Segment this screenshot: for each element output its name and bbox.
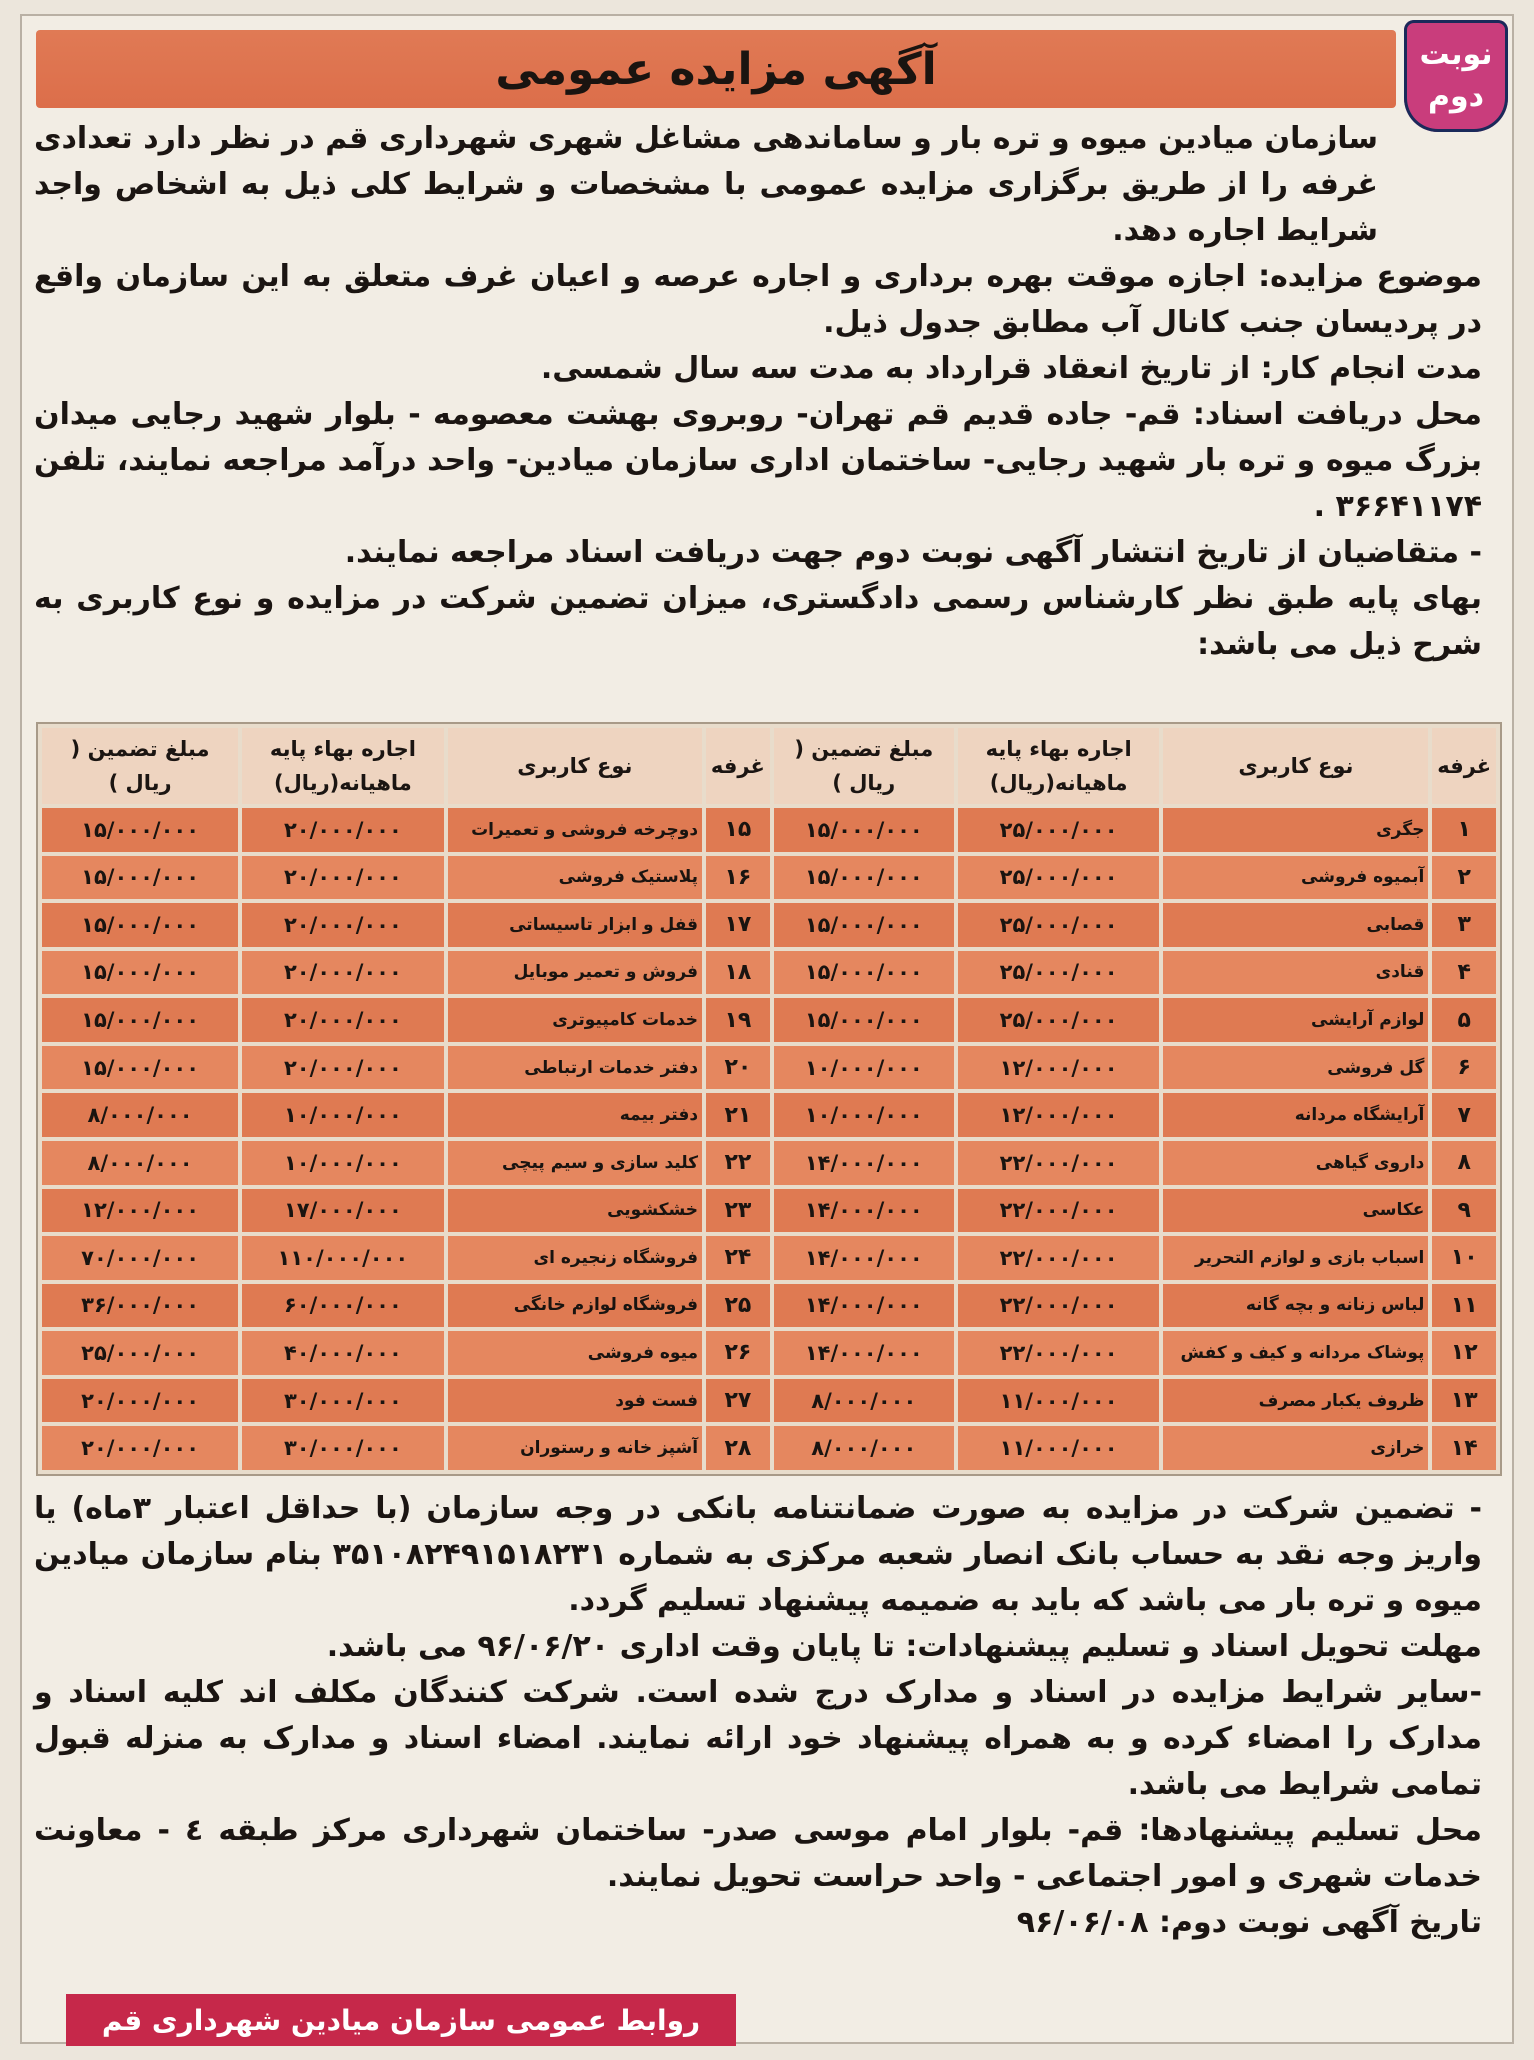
- intro-paragraph-1: سازمان میادین میوه و تره بار و ساماندهی مشاغل شهری شهرداری قم در نظر دارد تعدادی غرفه را از طریق برگزاری مزایده عمومی با مشخصات و شرایط کلی ذیل به اشخاص واجد شرایط اجاره دهد.: [34, 121, 1378, 248]
- deposit-amount: ۸/۰۰۰/۰۰۰: [774, 1379, 954, 1423]
- header-rent: اجاره بهاء پایه ماهیانه(ریال): [242, 728, 443, 804]
- table-row: [42, 1093, 1496, 1137]
- booth-number: ۱۴: [1432, 1426, 1496, 1470]
- footer-band: [66, 1994, 736, 2046]
- deposit-amount: ۲۵/۰۰۰/۰۰۰: [42, 1331, 238, 1375]
- base-rent: ۲۰/۰۰۰/۰۰۰: [242, 808, 443, 852]
- table-row: [42, 1189, 1496, 1233]
- base-rent: ۲۲/۰۰۰/۰۰۰: [958, 1236, 1159, 1280]
- deposit-amount: ۱۵/۰۰۰/۰۰۰: [774, 903, 954, 947]
- base-rent: ۲۲/۰۰۰/۰۰۰: [958, 1331, 1159, 1375]
- booth-number: ۲۲: [706, 1141, 770, 1185]
- usage-type: دفتر خدمات ارتباطی: [448, 1046, 702, 1090]
- usage-type: لباس زنانه و بچه گانه: [1163, 1284, 1428, 1328]
- booth-number: ۱۳: [1432, 1379, 1496, 1423]
- table-row: [42, 1379, 1496, 1423]
- table-row: [42, 808, 1496, 852]
- deposit-amount: ۱۵/۰۰۰/۰۰۰: [42, 951, 238, 995]
- usage-type: فروش و تعمیر موبایل: [448, 951, 702, 995]
- page-title: آگهی مزایده عمومی: [495, 43, 937, 95]
- booth-number: ۱۷: [706, 903, 770, 947]
- base-rent: ۲۵/۰۰۰/۰۰۰: [958, 951, 1159, 995]
- booth-number: ۲۰: [706, 1046, 770, 1090]
- usage-type: ظروف یکبار مصرف: [1163, 1379, 1428, 1423]
- deposit-amount: ۳۶/۰۰۰/۰۰۰: [42, 1284, 238, 1328]
- title-band: [36, 30, 1396, 108]
- deposit-amount: ۲۰/۰۰۰/۰۰۰: [42, 1426, 238, 1470]
- booth-number: ۱: [1432, 808, 1496, 852]
- usage-type: خرازی: [1163, 1426, 1428, 1470]
- usage-type: آرایشگاه مردانه: [1163, 1093, 1428, 1137]
- usage-type: میوه فروشی: [448, 1331, 702, 1375]
- conditions-text: [34, 1486, 1482, 1946]
- usage-type: خشکشویی: [448, 1189, 702, 1233]
- auction-subject: موضوع مزایده: اجازه موقت بهره برداری و اجاره عرصه و اعیان غرف متعلق به این سازمان واقع در پردیسان جنب کانال آب مطابق جدول ذیل.: [34, 259, 1482, 340]
- base-rent: ۲۵/۰۰۰/۰۰۰: [958, 808, 1159, 852]
- deposit-amount: ۱۵/۰۰۰/۰۰۰: [42, 903, 238, 947]
- base-rent: ۴۰/۰۰۰/۰۰۰: [242, 1331, 443, 1375]
- base-rent: ۲۰/۰۰۰/۰۰۰: [242, 998, 443, 1042]
- base-rent: ۲۰/۰۰۰/۰۰۰: [242, 903, 443, 947]
- booth-number: ۲۸: [706, 1426, 770, 1470]
- usage-type: قنادی: [1163, 951, 1428, 995]
- advertisement-page: [20, 14, 1514, 2044]
- deposit-amount: ۸/۰۰۰/۰۰۰: [42, 1141, 238, 1185]
- base-rent: ۲۲/۰۰۰/۰۰۰: [958, 1141, 1159, 1185]
- submission-deadline: مهلت تحویل اسناد و تسلیم پیشنهادات: تا پایان وقت اداری ۹۶/۰۶/۲۰ می باشد.: [326, 1629, 1482, 1664]
- booth-number: ۱۱: [1432, 1284, 1496, 1328]
- base-rent: ۲۰/۰۰۰/۰۰۰: [242, 1046, 443, 1090]
- booth-number: ۱۲: [1432, 1331, 1496, 1375]
- base-rent: ۲۲/۰۰۰/۰۰۰: [958, 1189, 1159, 1233]
- base-rent: ۲۰/۰۰۰/۰۰۰: [242, 856, 443, 900]
- deposit-amount: ۸/۰۰۰/۰۰۰: [42, 1093, 238, 1137]
- base-rent: ۱۰/۰۰۰/۰۰۰: [242, 1093, 443, 1137]
- table-row: [42, 1046, 1496, 1090]
- booth-number: ۱۰: [1432, 1236, 1496, 1280]
- booth-number: ۱۶: [706, 856, 770, 900]
- booth-number: ۹: [1432, 1189, 1496, 1233]
- footer-label: روابط عمومی سازمان میادین شهرداری قم: [101, 2003, 701, 2037]
- badge-line-2: دوم: [1427, 79, 1485, 114]
- booth-number: ۲: [1432, 856, 1496, 900]
- table-header-row: [42, 728, 1496, 804]
- base-rent: ۲۵/۰۰۰/۰۰۰: [958, 856, 1159, 900]
- header-usage: نوع کاربری: [448, 728, 702, 804]
- deposit-amount: ۱۴/۰۰۰/۰۰۰: [774, 1189, 954, 1233]
- base-rent: ۳۰/۰۰۰/۰۰۰: [242, 1379, 443, 1423]
- deposit-amount: ۱۰/۰۰۰/۰۰۰: [774, 1093, 954, 1137]
- usage-type: پوشاک مردانه و کیف و کفش: [1163, 1331, 1428, 1375]
- header-deposit: مبلغ تضمین ( ریال ): [42, 728, 238, 804]
- intro-text: [34, 116, 1482, 668]
- table-row: [42, 903, 1496, 947]
- base-rent: ۶۰/۰۰۰/۰۰۰: [242, 1284, 443, 1328]
- usage-type: لوازم آرایشی: [1163, 998, 1428, 1042]
- deposit-amount: ۱۲/۰۰۰/۰۰۰: [42, 1189, 238, 1233]
- deposit-amount: ۲۰/۰۰۰/۰۰۰: [42, 1379, 238, 1423]
- deposit-amount: ۱۵/۰۰۰/۰۰۰: [42, 1046, 238, 1090]
- booth-number: ۱۹: [706, 998, 770, 1042]
- booth-number: ۶: [1432, 1046, 1496, 1090]
- usage-type: قصابی: [1163, 903, 1428, 947]
- booth-number: ۲۴: [706, 1236, 770, 1280]
- base-price-note: بهای پایه طبق نظر کارشناس رسمی دادگستری، میزان تضمین شرکت در مزایده و نوع کاربری به شرح ذیل می باشد:: [34, 581, 1482, 662]
- booth-number: ۲۵: [706, 1284, 770, 1328]
- usage-type: آشپز خانه و رستوران: [448, 1426, 702, 1470]
- booth-number: ۲۶: [706, 1331, 770, 1375]
- usage-type: دوچرخه فروشی و تعمیرات: [448, 808, 702, 852]
- base-rent: ۲۲/۰۰۰/۰۰۰: [958, 1284, 1159, 1328]
- documents-location: محل دریافت اسناد: قم- جاده قدیم قم تهران- روبروی بهشت معصومه - بلوار شهید رجایی میدان بزرگ میوه و تره بار شهید رجایی- ساختمان اداری سازمان میادین- واحد درآمد مراجعه نمایند، تلفن ۳۶۶۴۱۱۷۴ .: [34, 397, 1482, 524]
- deposit-amount: ۸/۰۰۰/۰۰۰: [774, 1426, 954, 1470]
- usage-type: قفل و ابزار تاسیساتی: [448, 903, 702, 947]
- booth-number: ۷: [1432, 1093, 1496, 1137]
- deposit-amount: ۱۴/۰۰۰/۰۰۰: [774, 1141, 954, 1185]
- usage-type: جگری: [1163, 808, 1428, 852]
- deposit-amount: ۷۰/۰۰۰/۰۰۰: [42, 1236, 238, 1280]
- usage-type: خدمات کامپیوتری: [448, 998, 702, 1042]
- booths-table: [38, 724, 1500, 1474]
- deposit-amount: ۱۵/۰۰۰/۰۰۰: [42, 998, 238, 1042]
- header-deposit: مبلغ تضمین ( ریال ): [774, 728, 954, 804]
- booth-number: ۵: [1432, 998, 1496, 1042]
- header-booth: غرفه: [706, 728, 770, 804]
- table-row: [42, 1284, 1496, 1328]
- usage-type: کلید سازی و سیم پیچی: [448, 1141, 702, 1185]
- usage-type: پلاستیک فروشی: [448, 856, 702, 900]
- table-row: [42, 1236, 1496, 1280]
- base-rent: ۲۵/۰۰۰/۰۰۰: [958, 903, 1159, 947]
- booth-number: ۴: [1432, 951, 1496, 995]
- table-body: [42, 808, 1496, 1470]
- deposit-amount: ۱۵/۰۰۰/۰۰۰: [774, 951, 954, 995]
- deposit-amount: ۱۵/۰۰۰/۰۰۰: [774, 808, 954, 852]
- usage-type: فروشگاه لوازم خانگی: [448, 1284, 702, 1328]
- base-rent: ۱۷/۰۰۰/۰۰۰: [242, 1189, 443, 1233]
- table-row: [42, 951, 1496, 995]
- booth-number: ۸: [1432, 1141, 1496, 1185]
- table-row: [42, 856, 1496, 900]
- header-booth: غرفه: [1432, 728, 1496, 804]
- deposit-amount: ۱۴/۰۰۰/۰۰۰: [774, 1331, 954, 1375]
- base-rent: ۲۰/۰۰۰/۰۰۰: [242, 951, 443, 995]
- base-rent: ۲۵/۰۰۰/۰۰۰: [958, 998, 1159, 1042]
- usage-type: داروی گیاهی: [1163, 1141, 1428, 1185]
- base-rent: ۱۱۰/۰۰۰/۰۰۰: [242, 1236, 443, 1280]
- header-usage: نوع کاربری: [1163, 728, 1428, 804]
- deposit-amount: ۱۴/۰۰۰/۰۰۰: [774, 1236, 954, 1280]
- badge-line-1: نوبت: [1419, 37, 1493, 72]
- booth-number: ۲۱: [706, 1093, 770, 1137]
- header-rent: اجاره بهاء پایه ماهیانه(ریال): [958, 728, 1159, 804]
- deposit-amount: ۱۵/۰۰۰/۰۰۰: [42, 808, 238, 852]
- table-row: [42, 1331, 1496, 1375]
- deposit-amount: ۱۵/۰۰۰/۰۰۰: [42, 856, 238, 900]
- booth-number: ۳: [1432, 903, 1496, 947]
- base-rent: ۳۰/۰۰۰/۰۰۰: [242, 1426, 443, 1470]
- deposit-condition: - تضمین شرکت در مزایده به صورت ضمانتنامه بانکی در وجه سازمان (با حداقل اعتبار ۳ماه) یا واریز وجه نقد به حساب بانک انصار شعبه مرکزی به شماره ۳۵۱۰۸۲۴۹۱۵۱۸۲۳۱ بنام سازمان میادین میوه و تره بار می باشد که باید به ضمیمه پیشنهاد تسلیم گردد.: [34, 1491, 1483, 1618]
- base-rent: ۱۱/۰۰۰/۰۰۰: [958, 1379, 1159, 1423]
- table-row: [42, 1426, 1496, 1470]
- table-row: [42, 1141, 1496, 1185]
- usage-type: فروشگاه زنجیره ای: [448, 1236, 702, 1280]
- deposit-amount: ۱۰/۰۰۰/۰۰۰: [774, 1046, 954, 1090]
- table-row: [42, 998, 1496, 1042]
- base-rent: ۱۰/۰۰۰/۰۰۰: [242, 1141, 443, 1185]
- usage-type: عکاسی: [1163, 1189, 1428, 1233]
- deposit-amount: ۱۵/۰۰۰/۰۰۰: [774, 856, 954, 900]
- usage-type: فست فود: [448, 1379, 702, 1423]
- booth-number: ۲۷: [706, 1379, 770, 1423]
- deposit-amount: ۱۵/۰۰۰/۰۰۰: [774, 998, 954, 1042]
- duration: مدت انجام کار: از تاریخ انعقاد قرارداد به مدت سه سال شمسی.: [540, 351, 1482, 386]
- other-conditions: -سایر شرایط مزایده در اسناد و مدارک درج شده است. شرکت کنندگان مکلف اند کلیه اسناد و مدارک را امضاء کرده و به همراه پیشنهاد خود ارائه نمایند. امضاء اسناد و مدارک به منزله قبول تمامی شرایط می باشد.: [34, 1675, 1482, 1802]
- booths-table-wrap: [36, 722, 1502, 1476]
- usage-type: دفتر بیمه: [448, 1093, 702, 1137]
- deposit-amount: ۱۴/۰۰۰/۰۰۰: [774, 1284, 954, 1328]
- booth-number: ۱۸: [706, 951, 770, 995]
- booth-number: ۲۳: [706, 1189, 770, 1233]
- usage-type: آبمیوه فروشی: [1163, 856, 1428, 900]
- applicants-note: - متقاضیان از تاریخ انتشار آگهی نوبت دوم جهت دریافت اسناد مراجعه نمایند.: [344, 535, 1482, 570]
- usage-type: گل فروشی: [1163, 1046, 1428, 1090]
- base-rent: ۱۱/۰۰۰/۰۰۰: [958, 1426, 1159, 1470]
- submission-location: محل تسلیم پیشنهادها: قم- بلوار امام موسی صدر- ساختمان شهرداری مرکز طبقه ٤ - معاونت خدمات شهری و امور اجتماعی - واحد حراست تحویل نمایند.: [34, 1813, 1482, 1894]
- usage-type: اسباب بازی و لوازم التحریر: [1163, 1236, 1428, 1280]
- booth-number: ۱۵: [706, 808, 770, 852]
- notice-date: تاریخ آگهی نوبت دوم: ۹۶/۰۶/۰۸: [1016, 1905, 1482, 1940]
- base-rent: ۱۲/۰۰۰/۰۰۰: [958, 1093, 1159, 1137]
- base-rent: ۱۲/۰۰۰/۰۰۰: [958, 1046, 1159, 1090]
